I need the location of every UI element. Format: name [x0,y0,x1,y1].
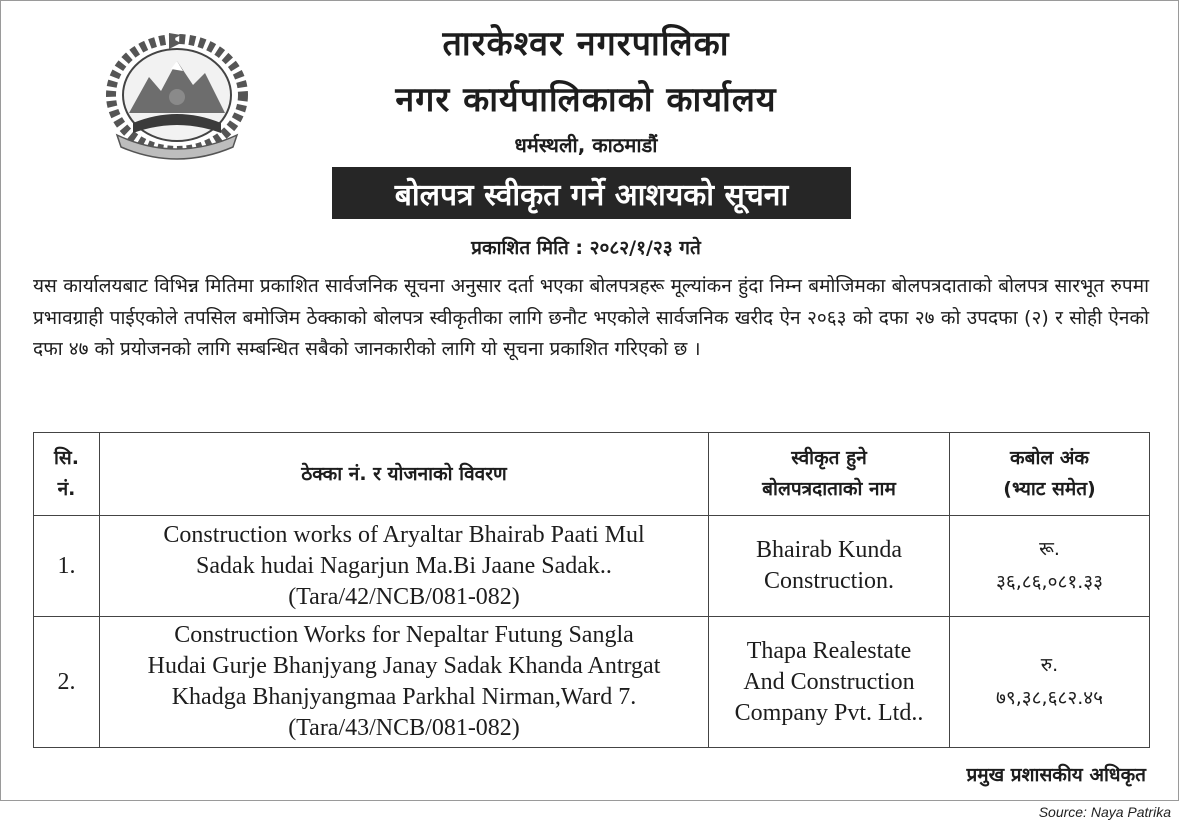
header-sn: सि. नं. [34,433,100,516]
source-credit: Source: Naya Patrika [1038,804,1171,820]
row-bidder: Bhairab Kunda Construction. [709,516,950,617]
row-description: Construction Works for Nepaltar Futung Sangla Hudai Gurje Bhanjyang Janay Sadak Khanda Antrgat Khadga Bhanjyangmaa Parkhal Nirman,Ward 7. (Tara/43/NCB/081-082) [100,617,709,748]
body-line: यस कार्यालयबाट विभिन्न मितिमा प्रकाशित सार्वजनिक सूचना अनुसार दर्ता भएका बोलपत्रहरू मूल्यांकन हुंदा निम्न बमोजिमका [33,275,886,297]
row-bidder: Thapa Realestate And Construction Company Pvt. Ltd.. [709,617,950,748]
municipality-name: तारकेश्वर नगरपालिका [442,24,730,64]
row-sn: 2. [34,617,100,748]
header-description: ठेक्का नं. र योजनाको विवरण [100,433,709,516]
body-line: सबैको जानकारीको लागि यो सूचना प्रकाशित गरिएको छ । [305,338,701,360]
office-name: नगर कार्यपालिकाको कार्यालय [395,80,777,120]
header-bidder: स्वीकृत हुने बोलपत्रदाताको नाम [709,433,950,516]
table-header-row [34,433,1150,516]
notice-body [33,271,1149,366]
row-amount: रु. ७९,३८,६८२.४५ [950,617,1150,748]
notice-title: बोलपत्र स्वीकृत गर्ने आशयको सूचना [332,167,851,219]
body-line: भएकोले सार्वजनिक खरीद ऐन २०६३ को दफा २७ को उपदफा (२) र सोही ऐनको दफा ४७ को प्रयोजनको लागि सम्बन्धित [33,306,1149,360]
row-sn: 1. [34,516,100,617]
body-line: बोलपत्रदाताको बोलपत्र सारभूत रुपमा प्रभावग्राही पाईएकोले तपसिल बमोजिम ठेक्काको बोलपत्र स्वीकृतीका लागि छनौट [33,275,1149,329]
header-amount: कबोल अंक (भ्याट समेत) [950,433,1150,516]
tender-table [33,432,1150,748]
nepal-emblem-icon [97,25,259,165]
signatory-title: प्रमुख प्रशासकीय अधिकृत [966,764,1146,786]
office-location: धर्मस्थली, काठमाडौं [514,133,658,157]
table-row [34,516,1150,617]
row-amount: रू. ३६,८६,०८१.३३ [950,516,1150,617]
publish-date: प्रकाशित मिति : २०८२/१/२३ गते [471,237,701,259]
row-description: Construction works of Aryaltar Bhairab Paati Mul Sadak hudai Nagarjun Ma.Bi Jaane Sadak.. (Tara/42/NCB/081-082) [100,516,709,617]
table-row [34,617,1150,748]
